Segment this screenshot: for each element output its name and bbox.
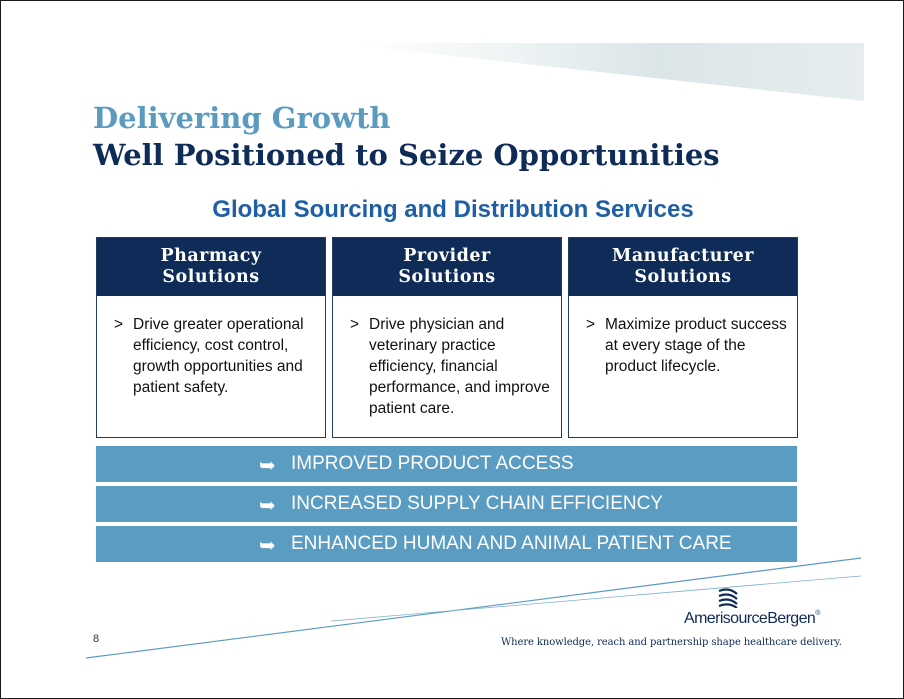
bullet-marker: >	[114, 316, 124, 333]
benefit-label: IMPROVED PRODUCT ACCESS	[291, 453, 574, 474]
benefit-label: INCREASED SUPPLY CHAIN EFFICIENCY	[291, 493, 663, 514]
slide-heading: Well Positioned to Seize Opportunities	[93, 138, 720, 172]
card-heading-line: Manufacturer	[611, 246, 755, 266]
arrow-icon: ➥	[259, 535, 276, 557]
benefit-label: ENHANCED HUMAN AND ANIMAL PATIENT CARE	[291, 533, 732, 554]
company-logo	[684, 588, 834, 638]
bullet-text: Drive greater operational efficiency, cost control, growth opportunities and patient safety.	[133, 316, 304, 396]
bullet-text: Maximize product success at every stage of the product lifecycle.	[605, 316, 787, 375]
logo-mark-icon	[717, 588, 739, 608]
card-heading-line: Provider	[403, 246, 491, 266]
logo-wordmark	[684, 610, 820, 628]
card-heading-line: Solutions	[634, 267, 732, 287]
slide-title: Delivering Growth	[93, 101, 391, 135]
card-heading-line: Solutions	[162, 267, 260, 287]
bullet-text: Drive physician and veterinary practice efficiency, financial performance, and improve patient care.	[369, 316, 550, 417]
bullet-marker: >	[586, 316, 596, 333]
card-heading-line: Pharmacy	[160, 246, 262, 266]
page-number: 8	[93, 633, 100, 645]
bullet-marker: >	[350, 316, 360, 333]
trademark-symbol: ®	[815, 610, 820, 617]
company-tagline: Where knowledge, reach and partnership shape healthcare delivery.	[501, 637, 842, 648]
arrow-icon: ➥	[259, 455, 276, 477]
arrow-icon: ➥	[259, 495, 276, 517]
section-subtitle: Global Sourcing and Distribution Services	[212, 196, 694, 223]
logo-text: AmerisourceBergen	[684, 610, 816, 627]
card-heading-line: Solutions	[398, 267, 496, 287]
